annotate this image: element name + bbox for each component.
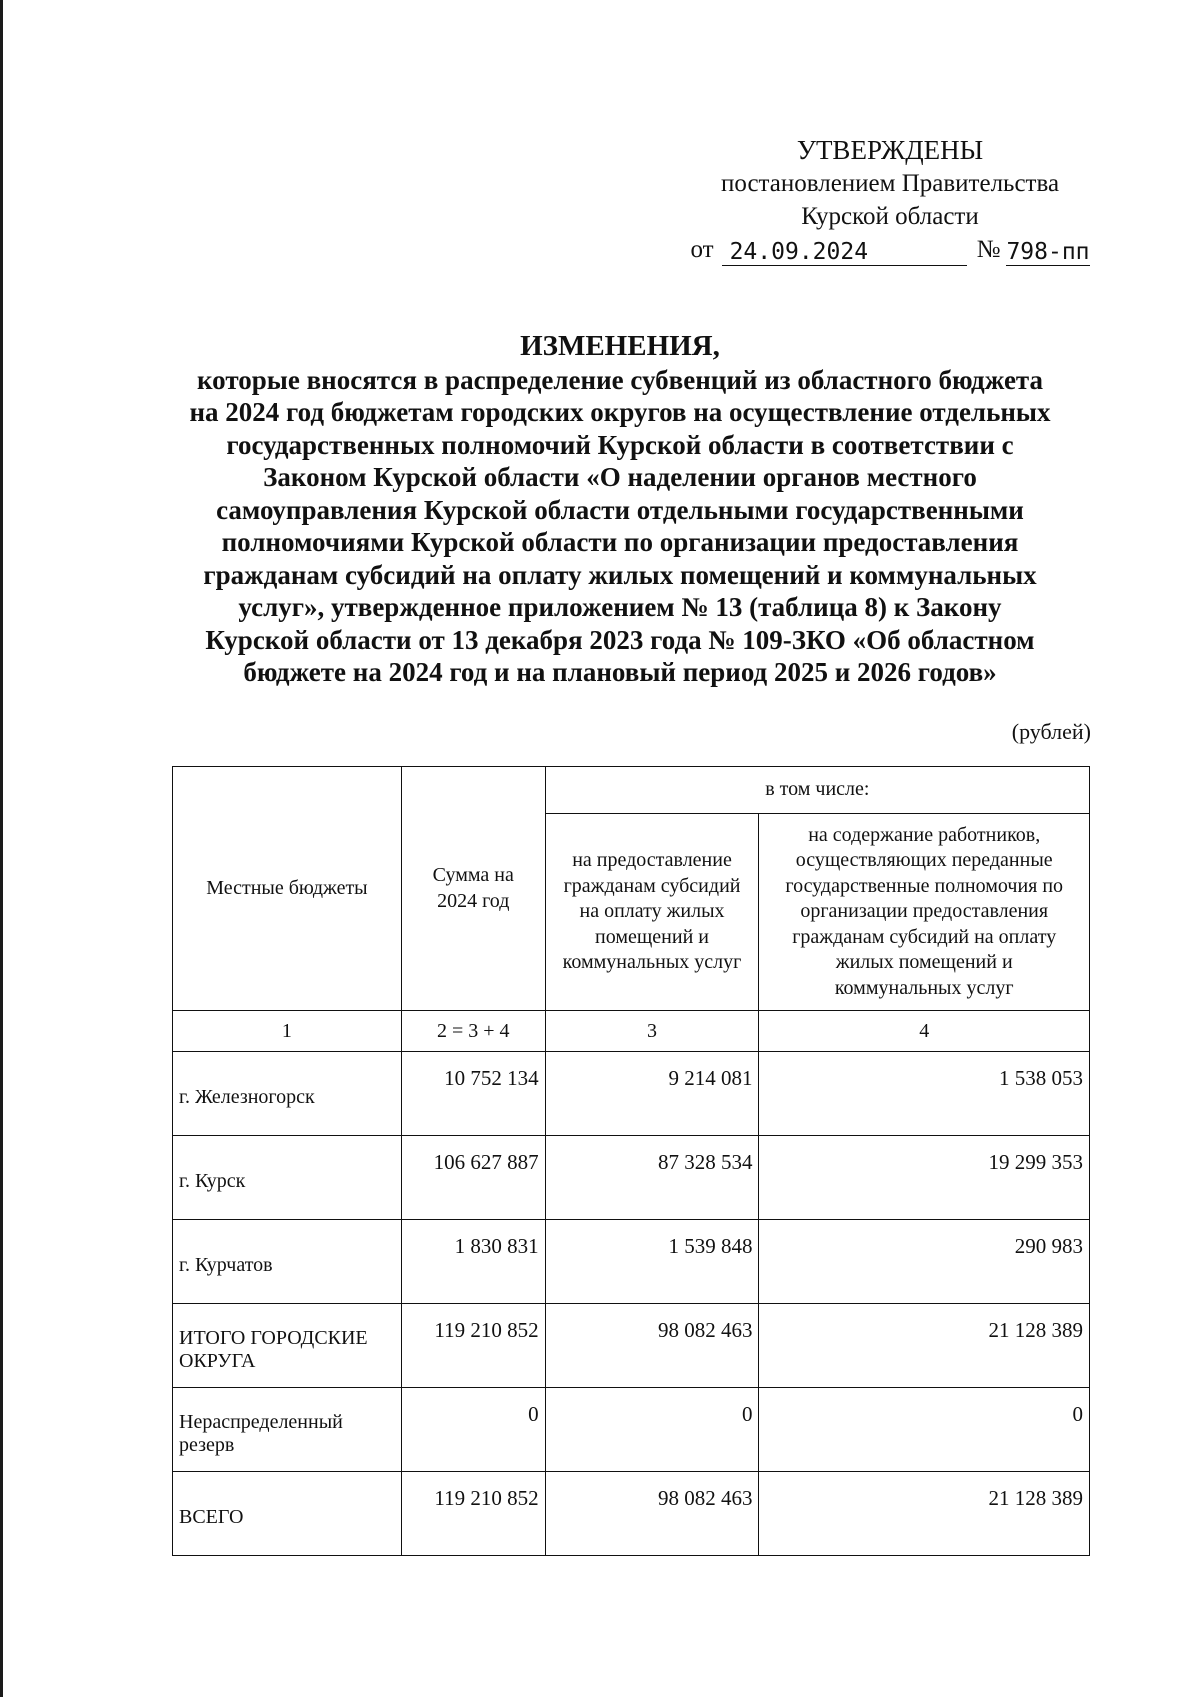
title-heading: ИЗМЕНЕНИЯ, [520,330,720,362]
title-line: государственных полномочий Курской области в соответствии с [226,429,1014,460]
row-name: ИТОГО ГОРОДСКИЕ ОКРУГА [173,1304,402,1388]
column-index-row [173,1011,1090,1052]
header-staff-line: гражданам субсидий на оплату [792,925,1057,948]
row-staff: 21 128 389 [759,1472,1090,1556]
header-sum-2024 [401,767,545,1011]
header-subsidies-line: коммунальных услуг [562,951,742,974]
date-from-label: от [690,236,714,263]
title-line: которые вносятся в распределение субвенций из областного бюджета [196,364,1044,395]
approval-title: УТВЕРЖДЕНЫ [796,135,984,165]
header-subsidies-line: на предоставление [572,849,732,872]
row-total: 119 210 852 [401,1304,545,1388]
page-left-edge [0,0,3,1697]
row-total: 106 627 887 [401,1136,545,1220]
table-row [173,1220,1090,1304]
header-staff-line: государственные полномочия по [785,874,1064,897]
table-row [173,1304,1090,1388]
column-index: 4 [759,1011,1090,1052]
row-name: г. Железногорск [173,1052,402,1136]
header-sum-line: 2024 год [437,889,510,912]
units-label: (рублей) [1011,719,1091,744]
row-total: 10 752 134 [401,1052,545,1136]
row-total: 1 830 831 [401,1220,545,1304]
approval-line-1: постановлением Правительства [720,170,1060,197]
header-staff-line: осуществляющих переданные [795,849,1053,872]
header-staff-line: на содержание работников, [808,823,1041,846]
header-row [173,767,1090,814]
title-line: на 2024 год бюджетам городских округов на осуществление отдельных [189,397,1051,427]
title-line: Законом Курской области «О наделении органов местного [263,462,977,492]
title-line: услуг», утвержденное приложением № 13 (таблица 8) к Закону [238,592,1002,622]
table-row [173,1388,1090,1472]
approval-line-2: Курской области [801,203,979,230]
row-name: Нераспределенный резерв [173,1388,402,1472]
header-staff-line: организации предоставления [800,900,1049,923]
header-staff [759,814,1090,1011]
column-index: 3 [545,1011,759,1052]
header-subsidies-line: на оплату жилых [579,900,725,923]
row-subsidies: 98 082 463 [545,1304,759,1388]
row-staff: 19 299 353 [759,1136,1090,1220]
title-line: гражданам субсидий на оплату жилых помещений и коммунальных [203,559,1037,590]
row-staff: 290 983 [759,1220,1090,1304]
header-local-budgets: Местные бюджеты [173,767,402,1011]
title-line: полномочиями Курской области по организации предоставления [221,527,1019,557]
row-name: г. Курчатов [173,1220,402,1304]
row-staff: 21 128 389 [759,1304,1090,1388]
header-staff-line: коммунальных услуг [834,976,1014,999]
approval-block [690,134,1090,266]
header-subsidies [545,814,759,1011]
row-total: 119 210 852 [401,1472,545,1556]
row-name: г. Курск [173,1136,402,1220]
header-subsidies-line: помещений и [595,925,709,948]
title-line: бюджете на 2024 год и на плановый период 2025 и 2026 годов» [243,657,997,687]
row-subsidies: 87 328 534 [545,1136,759,1220]
header-staff-line: жилых помещений и [835,951,1013,974]
table-row [173,1136,1090,1220]
document-title [160,330,1080,689]
header-subsidies-line: гражданам субсидий [563,874,741,897]
row-subsidies: 9 214 081 [545,1052,759,1136]
row-staff: 0 [759,1388,1090,1472]
row-subsidies: 1 539 848 [545,1220,759,1304]
table-row [173,1052,1090,1136]
header-sum-line: Сумма на [432,864,514,886]
row-subsidies: 0 [545,1388,759,1472]
table-row [173,1472,1090,1556]
resolution-date: 24.09.2024 [722,239,967,266]
resolution-number: 798-пп [1006,239,1090,265]
row-total: 0 [401,1388,545,1472]
column-index: 2 = 3 + 4 [401,1011,545,1052]
column-index: 1 [173,1011,402,1052]
subvention-table [172,766,1090,1556]
row-staff: 1 538 053 [759,1052,1090,1136]
number-label: № [976,236,1001,263]
approval-date-row [690,233,1090,266]
title-line: Курской области от 13 декабря 2023 года № 109-ЗКО «Об областном [205,624,1035,655]
header-including: в том числе: [545,767,1089,814]
row-subsidies: 98 082 463 [545,1472,759,1556]
title-line: самоуправления Курской области отдельными государственными [216,494,1024,525]
row-name: ВСЕГО [173,1472,402,1556]
